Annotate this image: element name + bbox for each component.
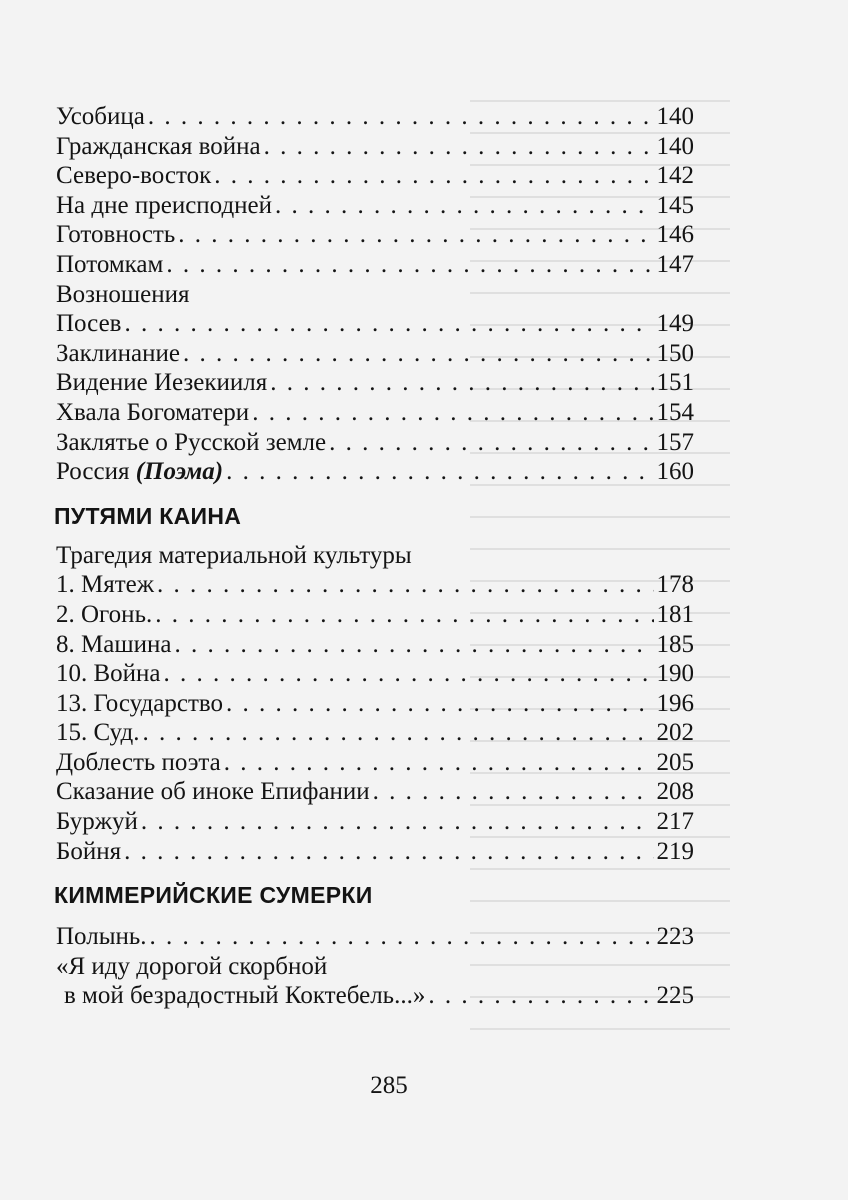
- dot-leader: [148, 102, 654, 132]
- entry-label: [56, 837, 121, 867]
- entry-label: [56, 250, 163, 280]
- entry-title: Посев: [56, 310, 122, 338]
- table-of-contents: [56, 102, 694, 1011]
- section-heading: КИММЕРИЙСКИЕ СУМЕРКИ: [54, 882, 373, 909]
- entry-label: [56, 339, 180, 369]
- toc-entry: [56, 250, 694, 280]
- toc-entry: [56, 659, 694, 689]
- entry-title: Доблесть поэта: [56, 748, 221, 776]
- dot-leader: [164, 659, 654, 689]
- page-folio: 285: [370, 1072, 408, 1099]
- entry-title: 2. Огонь.: [56, 600, 153, 628]
- entry-label: «Я иду дорогой скорбной: [56, 952, 328, 980]
- entry-title: Россия: [56, 458, 130, 486]
- entry-page-number: 140: [656, 132, 694, 160]
- entry-title: Видение Иезекииля: [56, 369, 268, 397]
- entry-page-number: 190: [656, 660, 694, 688]
- dot-leader: [178, 220, 653, 250]
- entry-label: [56, 777, 370, 807]
- entry-page-number: 196: [656, 689, 694, 717]
- toc-group-section1: [56, 570, 694, 866]
- entry-title: 13. Государство: [56, 689, 224, 717]
- entry-label: [56, 428, 326, 458]
- entry-title: Бойня: [56, 837, 122, 865]
- entry-label: [56, 659, 161, 689]
- entry-page-number: 205: [656, 748, 694, 776]
- entry-page-number: 147: [656, 250, 694, 278]
- toc-entry: [56, 102, 694, 132]
- dot-leader: [174, 630, 653, 660]
- toc-entry: [56, 837, 694, 867]
- toc-entry: [56, 457, 694, 487]
- entry-label: [56, 309, 121, 339]
- entry-label: [56, 398, 249, 428]
- entry-page-number: 208: [656, 778, 694, 806]
- toc-entry: [56, 428, 694, 458]
- entry-page-number: 219: [656, 837, 694, 865]
- toc-entry-line1: [56, 952, 694, 982]
- entry-page-number: 225: [656, 982, 694, 1010]
- entry-label: [56, 748, 221, 778]
- toc-entry: [56, 570, 694, 600]
- toc-entry: [56, 309, 694, 339]
- entry-page-number: 223: [656, 923, 694, 951]
- entry-page-number: 142: [656, 162, 694, 190]
- entry-page-number: 178: [656, 571, 694, 599]
- section-heading: ПУТЯМИ КАИНА: [54, 502, 242, 529]
- entry-label: [56, 630, 171, 660]
- entry-page-number: 145: [656, 191, 694, 219]
- dot-leader: [183, 339, 654, 369]
- entry-label: [56, 368, 267, 398]
- subtitle-label: Трагедия материальной культуры: [56, 541, 412, 569]
- dot-leader: [252, 398, 653, 428]
- toc-entry: [56, 630, 694, 660]
- toc-entry: [56, 132, 694, 162]
- entry-label: [56, 102, 145, 132]
- toc-entry-line2: [56, 981, 694, 1011]
- entry-label: [56, 280, 190, 310]
- entry-page-number: 157: [656, 428, 694, 456]
- toc-entry: [56, 339, 694, 369]
- toc-entry: [56, 368, 694, 398]
- entry-title: Хвала Богоматери: [56, 398, 250, 426]
- entry-title: Северо-восток: [56, 162, 212, 190]
- entry-label: [56, 132, 261, 162]
- entry-title: На дне преисподней: [56, 191, 273, 219]
- entry-label: в мой безрадостный Коктебель...»: [64, 982, 426, 1010]
- dot-leader: [155, 600, 653, 630]
- entry-page-number: 202: [656, 719, 694, 747]
- entry-page-number: 140: [656, 103, 694, 130]
- toc-entry: [56, 280, 694, 310]
- entry-title: Усобица: [56, 103, 145, 130]
- entry-title: Заклинание: [56, 339, 180, 367]
- entry-page-number: 146: [656, 221, 694, 249]
- entry-page-number: 151: [656, 369, 694, 397]
- toc-group-section2: [56, 922, 694, 952]
- entry-label: [56, 191, 272, 221]
- entry-label: [56, 689, 223, 719]
- entry-label: [56, 600, 152, 630]
- dot-leader: [141, 807, 654, 837]
- dot-leader: [226, 457, 653, 487]
- entry-title: Буржуй: [56, 808, 138, 836]
- toc-group-top: [56, 102, 694, 487]
- dot-leader: [373, 777, 654, 807]
- toc-entry: [56, 220, 694, 250]
- entry-title: 15. Суд.: [56, 719, 140, 747]
- entry-label: [56, 457, 223, 487]
- entry-title: 10. Война: [56, 660, 161, 688]
- entry-label: [56, 570, 154, 600]
- entry-page-number: 149: [656, 310, 694, 338]
- entry-page-number: 181: [656, 600, 694, 628]
- entry-label: [56, 161, 211, 191]
- entry-title: 1. Мятеж: [56, 571, 155, 599]
- entry-page-number: 150: [656, 339, 694, 367]
- entry-label: [56, 807, 138, 837]
- entry-label: [56, 922, 147, 952]
- entry-label: [56, 718, 139, 748]
- dot-leader: [150, 922, 654, 952]
- dot-leader: [214, 161, 653, 191]
- dot-leader: [329, 428, 653, 458]
- dot-leader: [428, 981, 653, 1011]
- toc-entry: [56, 689, 694, 719]
- dot-leader: [270, 368, 653, 398]
- section-subtitle: [56, 541, 694, 571]
- dot-leader: [142, 718, 653, 748]
- entry-page-number: 160: [656, 458, 694, 486]
- toc-entry: [56, 191, 694, 221]
- entry-title: Полынь.: [56, 923, 147, 951]
- toc-entry: [56, 161, 694, 191]
- entry-title: 8. Машина: [56, 630, 172, 658]
- dot-leader: [166, 250, 653, 280]
- entry-title: Заклятье о Русской земле: [56, 428, 327, 456]
- toc-entry: [56, 748, 694, 778]
- entry-page-number: 185: [656, 630, 694, 658]
- ghost-line: [470, 1028, 730, 1030]
- toc-entry: [56, 922, 694, 952]
- dot-leader: [226, 689, 653, 719]
- entry-title: Готовность: [56, 221, 176, 249]
- dot-leader: [157, 570, 653, 600]
- dot-leader: [124, 837, 653, 867]
- entry-title: Вознoшения: [56, 280, 190, 308]
- toc-entry: [56, 398, 694, 428]
- dot-leader: [124, 309, 653, 339]
- entry-subtitle-italic: (Поэма): [135, 458, 224, 486]
- toc-entry: [56, 718, 694, 748]
- toc-entry: [56, 777, 694, 807]
- entry-title: Гражданская война: [56, 132, 261, 160]
- dot-leader: [275, 191, 653, 221]
- entry-label: [56, 220, 175, 250]
- entry-page-number: 154: [656, 398, 694, 426]
- entry-page-number: 217: [656, 808, 694, 836]
- dot-leader: [224, 748, 654, 778]
- toc-entry: [56, 600, 694, 630]
- dot-leader: [264, 132, 654, 162]
- entry-title: Потомкам: [56, 250, 164, 278]
- entry-title: Сказание об иноке Епифании: [56, 778, 370, 806]
- toc-entry: [56, 807, 694, 837]
